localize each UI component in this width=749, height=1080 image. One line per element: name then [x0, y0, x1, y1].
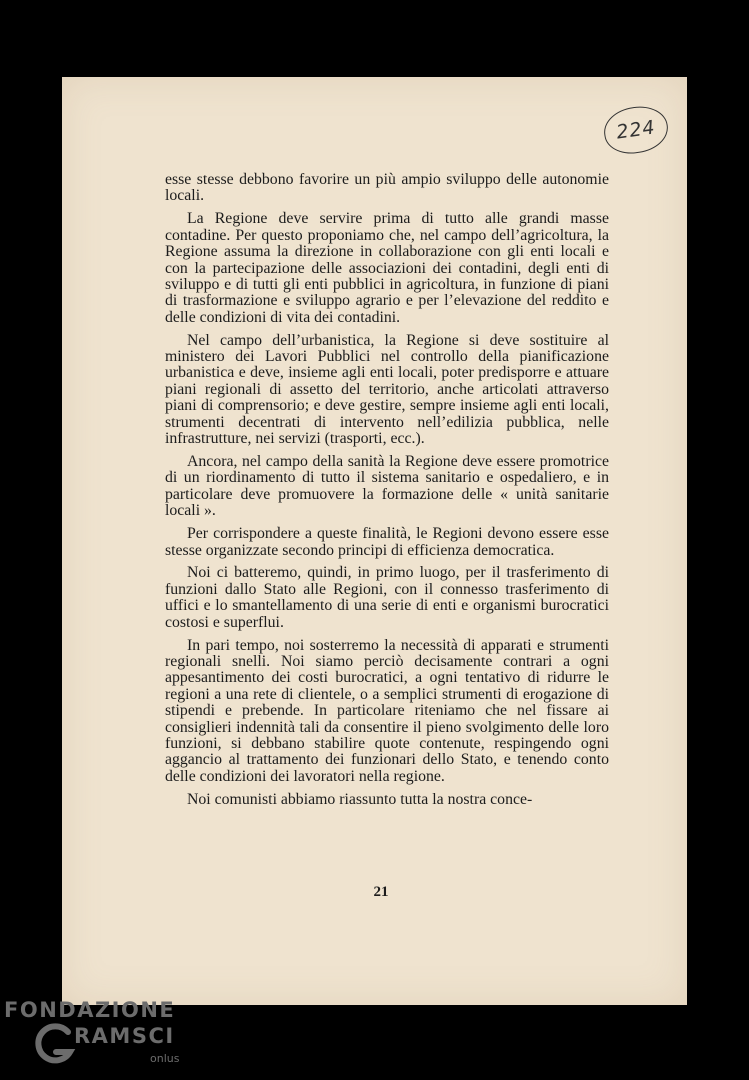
- body-text: [165, 172, 609, 815]
- watermark-logo: [4, 996, 194, 1080]
- watermark-line2: RAMSCI: [74, 1024, 175, 1048]
- paragraph-3: Nel campo dell’urbanistica, la Regione si deve sostituire al ministero dei Lavori Pubblici nel controllo della pianificazione urbanistica e deve, insieme agli enti locali, poter predisporre e attuare piani regionali di assetto del territorio, anche articolati attraverso piani di comprensorio; e deve gestire, sempre insieme agli enti locali, strumenti decentrati di intervento nell’edilizia pubblica, nelle infrastrutture, nei servizi (trasporti, ecc.).: [165, 331, 609, 448]
- paragraph-5: Per corrispondere a queste finalità, le Regioni devono essere esse stesse organizzate secondo principi di efficienza democratica.: [165, 525, 609, 559]
- paragraph-1: esse stesse debbono favorire un più ampio sviluppo delle autonomie locali.: [165, 171, 609, 205]
- paragraph-2: La Regione deve servire prima di tutto alle grandi masse contadine. Per questo proponiamo che, nel campo dell’agricoltura, la Regione assuma la direzione in collaborazione con gli enti locali e con la partecipazione delle associazioni dei contadini, degli enti di sviluppo e di tutti gli enti pubblici in agricoltura, in funzione di piani di trasformazione e sviluppo agrario e per l’elevazione del reddito e delle condizioni di vita dei contadini.: [165, 210, 609, 326]
- paragraph-4: Ancora, nel campo della sanità la Regione deve essere promotrice di un riordinamento di tutto il sistema sanitario e ospedaliero, e in particolare deve promuovere la formazione delle « unità sanitarie locali ».: [165, 453, 609, 520]
- handwritten-page-note: 224: [601, 103, 671, 157]
- paragraph-6: Noi ci batteremo, quindi, in primo luogo, per il trasferimento di funzioni dallo Stato alle Regioni, con il connesso trasferimento di uffici e lo smantellamento di una serie di enti e organismi burocratici costosi e superflui.: [165, 564, 609, 631]
- paragraph-8: Noi comunisti abbiamo riassunto tutta la nostra conce-: [187, 790, 533, 808]
- paragraph-7: In pari tempo, noi sosterremo la necessità di apparati e strumenti regionali snelli. Noi siamo perciò decisamente contrari a ogni appesantimento dei costi burocratici, a ogni tentativo di ridurre le regioni a una rete di clientele, o a semplici strumenti di erogazione di stipendi e prebende. In particolare riteniamo che nel fissare ai consiglieri indennità tali da consentire il pieno svolgimento delle loro funzioni, si debbano stabilire quote contenute, respingendo ogni aggancio al trattamento dei funzionari dello Stato, e tenendo conto delle condizioni dei lavoratori nella regione.: [165, 636, 609, 785]
- watermark-line1: FONDAZIONE: [4, 998, 176, 1022]
- page-number: 21: [373, 884, 389, 900]
- watermark-line3: onlus: [150, 1052, 180, 1065]
- watermark-g-icon: [32, 1022, 78, 1068]
